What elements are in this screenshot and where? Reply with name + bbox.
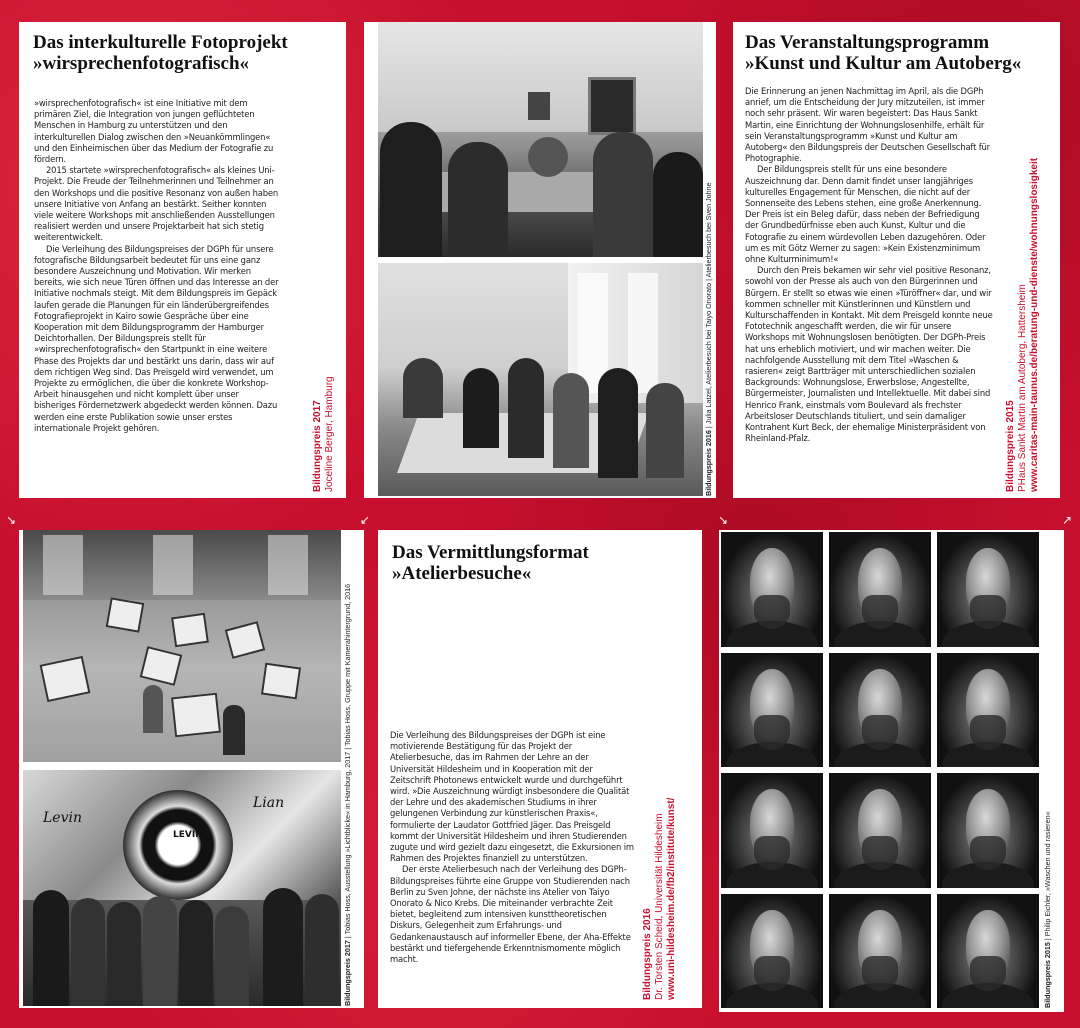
article-body: [390, 730, 634, 965]
title-line: Das Veranstaltungsprogramm: [745, 32, 990, 53]
title-line: »Atelierbesuche«: [392, 563, 532, 584]
graffiti-text: Lian: [253, 795, 285, 811]
paragraph: Der erste Atelierbesuch nach der Verleihung des DGPh-Bildungspreises führte eine Gruppe von Studierenden nach Berlin zu Sven Johne, der nächste ins Atelier von Taiyo Onorato & Nico Krebs. Die miteinander verbrachte Zeit bietet, begleitend zum intensiven kunsttheoretischen Diskurs, Gelegenheit zum Erfahrungs- und Gedankenaustausch auf informeller Ebene, der Aha-Effekte bestärkt und tiefergehende Erkenntnismomente möglich macht.: [390, 864, 631, 965]
panel-kunst-kultur: [733, 22, 1060, 498]
credit-year: Bildungspreis 2015: [1043, 942, 1052, 1008]
paragraph: 2015 startete »wirsprechenfotografisch« als kleines Uni-Projekt. Die Freude der Teilnehmerinnen und Teilnehmer an den Workshops und die positive Resonanz von außen haben unsere Initiative von Anfang an bestärkt. Seither konnten viele weitere Workshops mit anschließenden Ausstellungen realisiert werden und unsere Projektarbeit hat sich stetig weiterentwickelt.: [34, 165, 279, 243]
portrait-photo: [721, 894, 823, 1009]
title-line: Das Vermittlungsformat: [392, 542, 589, 563]
award-url[interactable]: www.uni-hildesheim.de/fb2/institute/kunst/: [666, 797, 677, 1000]
award-label: [312, 376, 336, 492]
photo-graffiti-group: [23, 770, 341, 1006]
title-line: Das interkulturelle Fotoprojekt: [33, 32, 288, 53]
portrait-photo: [829, 532, 931, 647]
award-recipient: PHaus Sankt Martin am Autoberg, Hattersheim: [1017, 284, 1028, 492]
award-recipient: Joceline Berger, Hamburg: [324, 376, 335, 492]
panel-atelier-photos: [364, 22, 716, 498]
paragraph: »wirsprechenfotografisch« ist eine Initiative mit dem primären Ziel, die Integration von jungen geflüchteten Menschen in Hamburg zu unterstützen und den interkulturellen Dialog zwischen den »Neuankömmlingen« und den Einheimischen über das Medium der Fotografie zu fördern.: [34, 98, 274, 165]
portrait-photo: [829, 894, 931, 1009]
panel-title: [745, 32, 1055, 74]
credit-year: Bildungspreis 2017: [343, 940, 352, 1006]
photo-studio-visit: [378, 263, 703, 496]
paragraph: Die Verleihung des Bildungspreises der DGPh ist eine motivierende Bestätigung für das Projekt der Atelierbesuche, das im Rahmen der Lehre an der Universität Hildesheim und in Kooperation mit der Zeitschrift Photonews entwickelt wurde und durchgeführt wird. »Die Auszeichnung würdigt insbesondere die Qualität der Lehre und des akademischen Studiums in ihrer gelungenen Verbindung zur künstlerischen Praxis«, formulierte der Laudator Gottfried Jäger. Das Preisgeld kommt der Universität Hildesheim und ihren Studierenden zugute und wird gezielt dazu eingesetzt, die Exkursionen im Rahmen des Projektes finanziell zu unterstützen.: [390, 730, 634, 864]
credit-year: Bildungspreis 2016: [704, 430, 713, 496]
panel-title: [392, 542, 682, 584]
graffiti-text: LEVIN: [173, 830, 203, 840]
paragraph: Die Verleihung des Bildungspreises der DGPh für unsere fotografische Bildungsarbeit bedeutet für uns eine ganz besondere Auszeichnung und Motivation. Wir merken bereits, wie sich neue Türen öffnen und das Interesse an der Initiative nochmals steigt. Mit dem Bildungspreis im Gepäck laufen gerade die Planungen für ein länderübergreifendes Fotografieprojekt in Kairo sowie Gespräche über eine Kooperation mit dem Bildungsprogramm der Hamburger Deichtorhallen. Der Bildungspreis stellt für »wirsprechenfotografisch« den Startpunkt in eine weitere Phase des Projekts dar und bestärkt uns darin, dass wir auf dem richtigen Weg sind. Das Preisgeld wird verwendet, um Projekte zu ermöglichen, die über die konkrete Workshop-Arbeit hinausgehen und nicht komplett über unser bisheriges Fördernetzwerk abgedeckt werden können. Dazu werden eine erste Publikation sowie unser erstes internationale Projekt gehören.: [34, 243, 279, 433]
panel-portraits: [719, 530, 1064, 1012]
award-label: [1005, 158, 1041, 492]
title-line: »wirsprechenfotografisch«: [33, 53, 250, 74]
diagonal-arrow-icon: ↘: [6, 513, 17, 527]
article-body: [745, 86, 995, 445]
portrait-photo: [721, 773, 823, 888]
photo-workshop-meeting: [378, 22, 703, 257]
diagonal-arrow-icon: ↙: [360, 513, 371, 527]
portrait-photo: [937, 894, 1039, 1009]
portrait-photo: [829, 773, 931, 888]
article-body: [34, 98, 282, 434]
diagonal-arrow-icon: ↗: [1062, 513, 1073, 527]
photo-exhibition-hall: [23, 530, 341, 762]
portrait-photo: [937, 532, 1039, 647]
photo-credit: [343, 584, 352, 1006]
award-recipient: Dr. Torsten Scheid, Universität Hildesheim: [654, 813, 665, 1000]
award-year: Bildungspreis 2015: [1005, 400, 1016, 492]
credit-text: | Tobias Hoss, Ausstellung »Lichtblicke« in Hamburg, 2017 | Tobias Hoss, Gruppe mit Kamerahintergrund, 2016: [343, 583, 352, 941]
credit-text: | Julia Latzel, Atelierbesuch bei Taiyo Onorato | Atelierbesuch bei Sven Johne: [704, 182, 713, 431]
paragraph: Durch den Preis bekamen wir sehr viel positive Resonanz, sowohl von der Presse als auch von den Bürgerinnen und Bürgern. Er stellt so etwas wie einen »Türöffner« dar, und wir kommen schneller mit Künstlerinnen und Künstlern und Kulturschaffenden in Kontakt. Mit dem Preisgeld konnte neue Fototechnik angeschafft werden, die wir für unsere Workshops mit Wohnungslosen benötigten. Der DGPh-Preis hat uns erheblich motiviert, und wir machen weiter. Die nachfolgende Ausstellung mit dem Titel »Waschen & rasieren« zeigt Bartträger mit unterschiedlichen sozialen Backgrounds: Wohnungslose, Erwerbslose, Angestellte, Bürgermeister, Journalisten und Intellektuelle. Mit dabei sind Henrico Frank, einstmals vom Boulevard als frechster Arbeitsloser Deutschlands tituliert, und sein damaliger Kontrahent Kurt Beck, der ehemalige Ministerpräsident von Rheinland-Pfalz.: [745, 265, 993, 444]
award-year: Bildungspreis 2017: [312, 400, 323, 492]
portrait-photo: [937, 653, 1039, 768]
panel-exhibition-photos: [19, 530, 364, 1008]
photo-credit: [704, 182, 713, 496]
award-year: Bildungspreis 2016: [642, 908, 653, 1000]
diagonal-arrow-icon: ↘: [718, 513, 729, 527]
title-line: »Kunst und Kultur am Autoberg«: [745, 53, 1022, 74]
diagonal-arrow-icon: ↙: [370, 499, 381, 513]
graffiti-text: Levin: [43, 810, 82, 826]
portrait-grid: [721, 532, 1039, 1008]
panel-atelierbesuche: [378, 530, 702, 1008]
paragraph: Die Erinnerung an jenen Nachmittag im April, als die DGPh anrief, um die Entscheidung der Jury mitzuteilen, ist immer noch sehr präsent. Wir waren begeistert: Das Haus Sankt Martin, eine Einrichtung der Wohnungslosenhilfe, erhält für sein Veranstaltungsprogramm »Kunst und Kultur am Autoberg« den Bildungspreis der Deutschen Gesellschaft für Photographie.: [745, 86, 990, 164]
paragraph: Der Bildungspreis stellt für uns eine besondere Auszeichnung dar. Denn damit findet unser langjähriges kulturelles Engagement für Menschen, die nicht auf der Sonnenseite des Lebens stehen, eine große Anerkennung. Der Preis ist ein Beleg dafür, dass neben der Befriedigung der Grundbedürfnisse eben auch Kunst, Kultur und die Fotografie zu einem würdevollen Leben dazugehören. Oder um es mit Götz Werner zu sagen: »Kein Existenzminimum ohne Kulturminimum!«: [745, 164, 986, 265]
award-label: [642, 798, 678, 1000]
portrait-photo: [829, 653, 931, 768]
portrait-photo: [721, 532, 823, 647]
portrait-photo: [721, 653, 823, 768]
photo-credit: [1043, 811, 1052, 1008]
credit-text: | Philip Eichler, »Waschen und rasieren«: [1043, 811, 1052, 943]
award-url[interactable]: www.caritas-main-taunus.de/beratung-und-dienste/wohnungslosigkeit: [1029, 157, 1040, 492]
panel-fotoprojekt: [19, 22, 346, 498]
portrait-photo: [937, 773, 1039, 888]
panel-title: [33, 32, 333, 74]
